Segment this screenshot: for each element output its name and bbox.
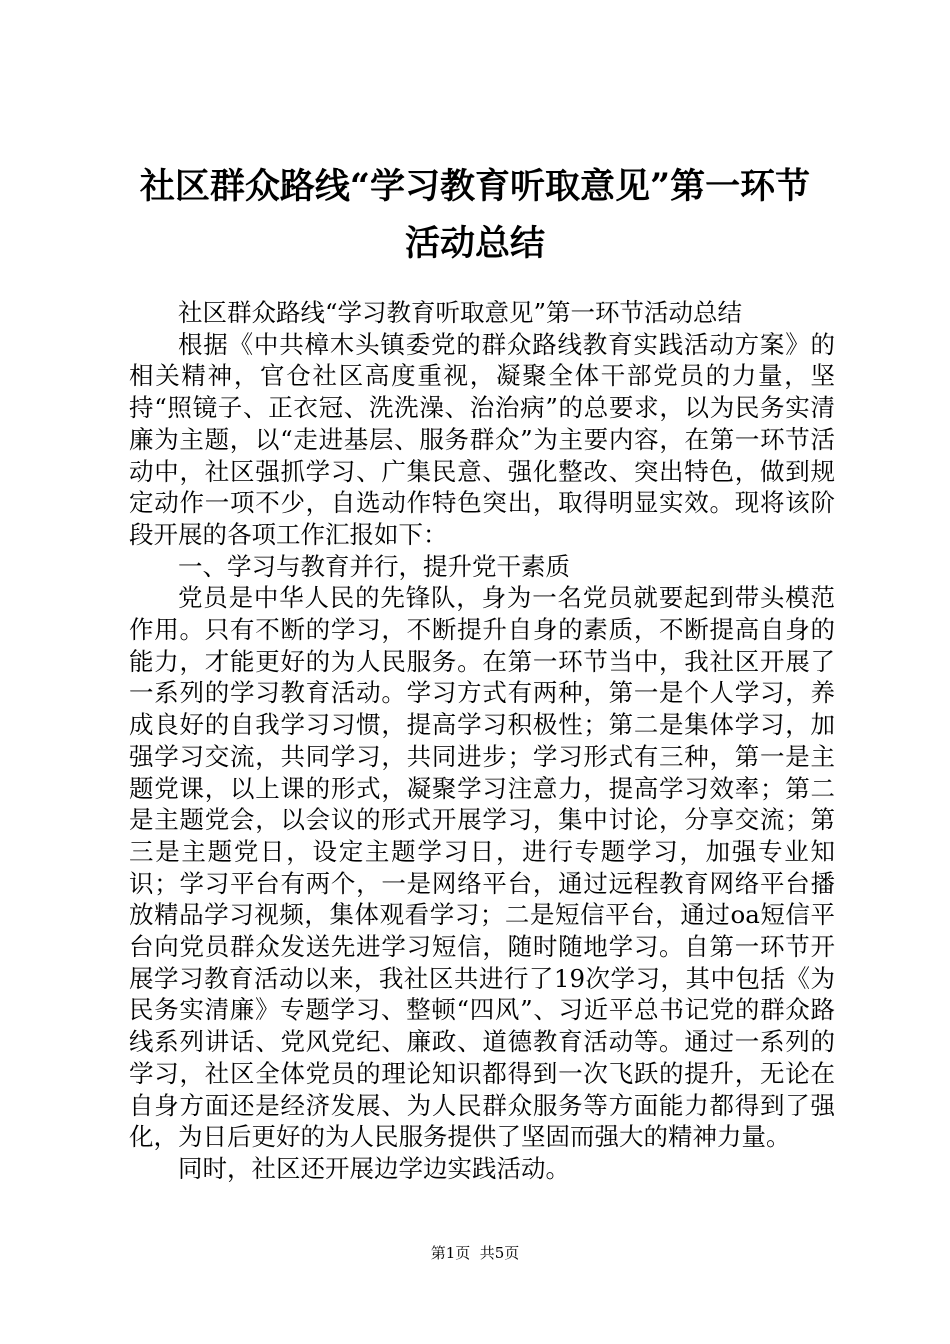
document-body <box>129 297 835 1185</box>
section-paragraph: 党员是中华人民的先锋队，身为一名党员就要起到带头模范作用。只有不断的学习，不断提升自身的素质，不断提高自身的能力，才能更好的为人民服务。在第一环节当中，我社区开展了一系列的学习教育活动。学习方式有两种，第一是个人学习，养成良好的自我学习习惯，提高学习积极性；第二是集体学习，加强学习交流，共同学习，共同进步；学习形式有三种，第一是主题党课，以上课的形式，凝聚学习注意力，提高学习效率；第二是主题党会，以会议的形式开展学习，集中讨论，分享交流；第三是主题党日，设定主题学习日，进行专题学习，加强专业知识；学习平台有两个，一是网络平台，通过远程教育网络平台播放精品学习视频，集体观看学习；二是短信平台，通过oa短信平台向党员群众发送先进学习短信，随时随地学习。自第一环节开展学习教育活动以来，我社区共进行了19次学习，其中包括《为民务实清廉》专题学习、整顿“四风”、习近平总书记党的群众路线系列讲话、党风党纪、廉政、道德教育活动等。通过一系列的学习，社区全体党员的理论知识都得到一次飞跃的提升，无论在自身方面还是经济发展、为人民群众服务等方面能力都得到了强化，为日后更好的为人民服务提供了坚固而强大的精神力量。 <box>129 583 835 1152</box>
document-title-line-1: 社区群众路线“学习教育听取意见”第一环节 <box>139 166 811 207</box>
document-title-line-2: 活动总结 <box>404 223 545 264</box>
page-number-label: 第1页 共5页 <box>430 1244 520 1262</box>
intro-paragraph: 根据《中共樟木头镇委党的群众路线教育实践活动方案》的相关精神，官仓社区高度重视，凝聚全体干部党员的力量，坚持“照镜子、正衣冠、洗洗澡、治治病”的总要求，以为民务实清廉为主题，以“走进基层、服务群众”为主要内容，在第一环节活动中，社区强抓学习、广集民意、强化整改、突出特色，做到规定动作一项不少，自选动作特色突出，取得明显实效。现将该阶段开展的各项工作汇报如下： <box>129 329 835 549</box>
subtitle-paragraph: 社区群众路线“学习教育听取意见”第一环节活动总结 <box>178 298 743 327</box>
section-heading: 一、学习与教育并行，提升党干素质 <box>178 551 570 581</box>
closing-paragraph: 同时，社区还开展边学边实践活动。 <box>178 1153 570 1183</box>
page-footer <box>0 1243 950 1263</box>
